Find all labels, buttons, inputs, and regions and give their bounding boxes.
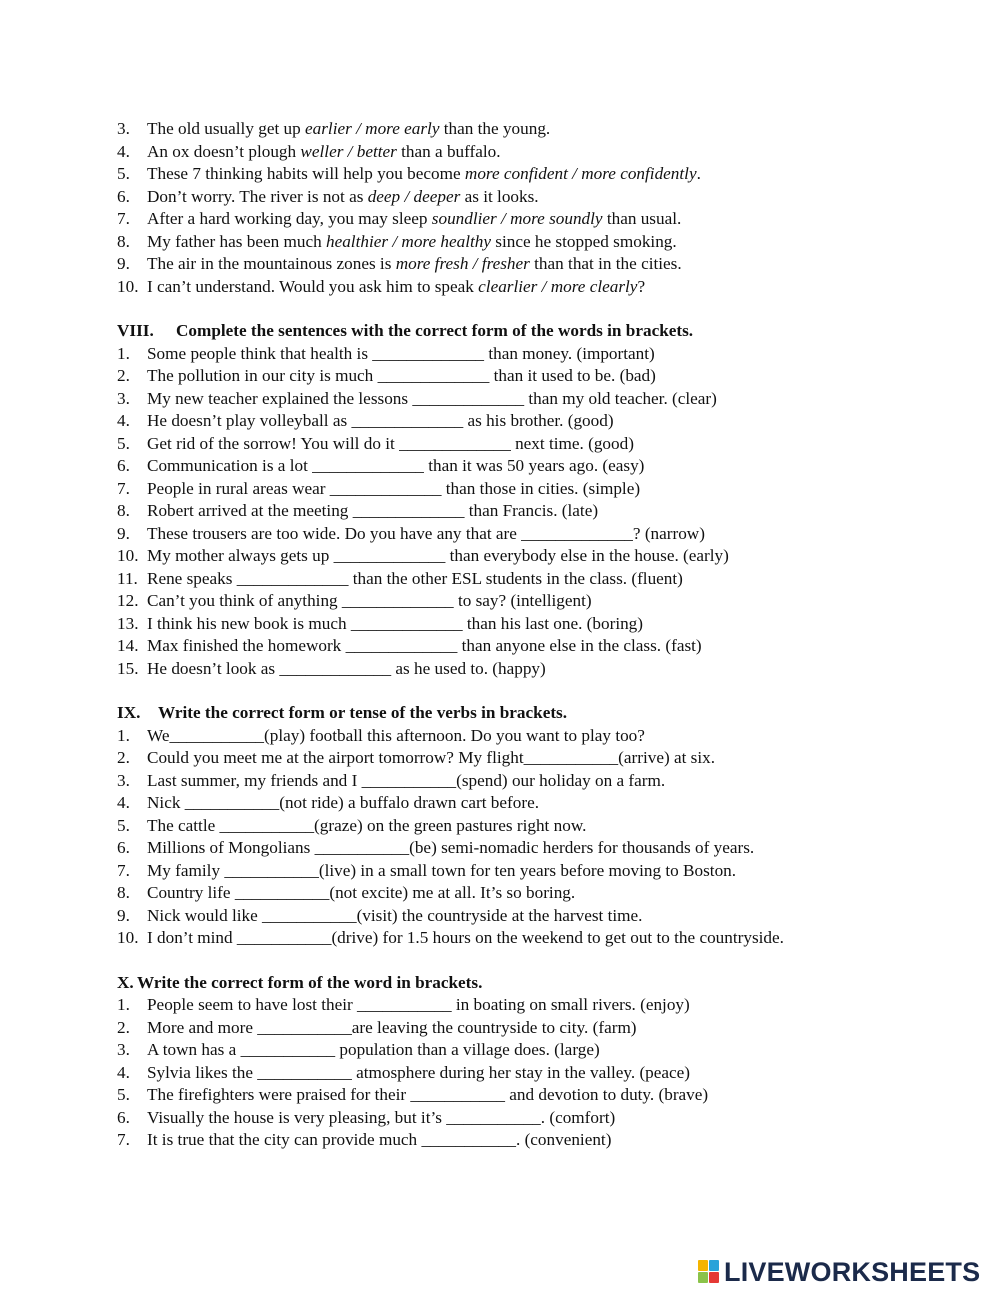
list-item bbox=[0, 1017, 1000, 1040]
item-text: The pollution in our city is much _____________ than it used to be. (bad) bbox=[147, 366, 656, 385]
item-number: 7. bbox=[117, 478, 130, 498]
list-item bbox=[0, 186, 1000, 209]
item-text: Nick ___________(not ride) a buffalo drawn cart before. bbox=[147, 793, 539, 812]
item-text: A town has a ___________ population than a village does. (large) bbox=[147, 1040, 600, 1059]
item-text: Communication is a lot _____________ than it was 50 years ago. (easy) bbox=[147, 456, 645, 475]
item-number: 14. bbox=[117, 636, 139, 655]
item-text: Max finished the homework _____________ than anyone else in the class. (fast) bbox=[147, 636, 702, 655]
item-text: I don’t mind ___________(drive) for 1.5 hours on the weekend to get out to the countryside. bbox=[147, 928, 784, 947]
item-number: 6. bbox=[117, 1107, 130, 1127]
item-text: Some people think that health is _____________ than money. (important) bbox=[147, 343, 655, 363]
list-item bbox=[0, 141, 1000, 164]
item-text: An ox doesn’t plough weller / better than a buffalo. bbox=[147, 141, 501, 161]
item-text: Millions of Mongolians ___________(be) semi-nomadic herders for thousands of years. bbox=[147, 838, 755, 857]
item-number: 2. bbox=[117, 748, 130, 767]
worksheet-page bbox=[0, 118, 1000, 1152]
item-text: My new teacher explained the lessons _____________ than my old teacher. (clear) bbox=[147, 388, 717, 408]
spacer bbox=[0, 950, 1000, 972]
list-item bbox=[0, 388, 1000, 411]
item-number: 8. bbox=[117, 501, 130, 520]
item-number: 4. bbox=[117, 793, 130, 812]
list-item bbox=[0, 792, 1000, 815]
section-title: Write the correct form or tense of the verbs in brackets. bbox=[158, 703, 568, 722]
item-text: Country life ___________(not excite) me at all. It’s so boring. bbox=[147, 883, 576, 902]
list-item bbox=[0, 163, 1000, 186]
item-text: After a hard working day, you may sleep soundlier / more soundly than usual. bbox=[147, 209, 682, 228]
list-item bbox=[0, 658, 1000, 681]
list-item bbox=[0, 455, 1000, 478]
item-text: I think his new book is much _____________ than his last one. (boring) bbox=[147, 613, 644, 633]
logo-block bbox=[698, 1260, 708, 1271]
item-text: My mother always gets up _____________ than everybody else in the house. (early) bbox=[147, 546, 729, 565]
list-item bbox=[0, 433, 1000, 456]
item-text: These trousers are too wide. Do you have any that are _____________? (narrow) bbox=[147, 523, 705, 543]
item-number: 9. bbox=[117, 523, 130, 543]
item-text: These 7 thinking habits will help you become more confident / more confidently. bbox=[147, 164, 701, 183]
item-number: 13. bbox=[117, 613, 139, 633]
item-number: 1. bbox=[117, 725, 130, 745]
section-title: Complete the sentences with the correct form of the words in brackets. bbox=[176, 321, 694, 340]
item-text: People in rural areas wear _____________ than those in cities. (simple) bbox=[147, 478, 641, 498]
item-number: 3. bbox=[117, 119, 130, 138]
item-number: 1. bbox=[117, 343, 130, 363]
liveworksheets-logo bbox=[698, 1257, 980, 1287]
list-item bbox=[0, 905, 1000, 928]
item-number: 8. bbox=[117, 883, 130, 902]
item-number: 4. bbox=[117, 141, 130, 161]
item-text: Sylvia likes the ___________ atmosphere during her stay in the valley. (peace) bbox=[147, 1062, 691, 1082]
list-item bbox=[0, 1039, 1000, 1062]
item-text: Visually the house is very pleasing, but it’s ___________. (comfort) bbox=[147, 1107, 616, 1127]
item-text: It is true that the city can provide much ___________. (convenient) bbox=[147, 1130, 612, 1149]
list-item bbox=[0, 276, 1000, 299]
item-number: 9. bbox=[117, 254, 130, 273]
item-number: 6. bbox=[117, 186, 130, 206]
item-number: 3. bbox=[117, 388, 130, 408]
item-text: Rene speaks _____________ than the other ESL students in the class. (fluent) bbox=[147, 568, 683, 588]
item-number: 5. bbox=[117, 1085, 130, 1104]
item-number: 7. bbox=[117, 209, 130, 228]
list-item bbox=[0, 1084, 1000, 1107]
item-number: 4. bbox=[117, 411, 130, 430]
item-text: Nick would like ___________(visit) the countryside at the harvest time. bbox=[147, 905, 643, 925]
list-item bbox=[0, 208, 1000, 231]
list-item bbox=[0, 365, 1000, 388]
part-vii-list bbox=[0, 118, 1000, 298]
item-number: 10. bbox=[117, 276, 139, 296]
item-text: Could you meet me at the airport tomorrow? My flight___________(arrive) at six. bbox=[147, 748, 716, 767]
item-text: People seem to have lost their ___________ in boating on small rivers. (enjoy) bbox=[147, 995, 690, 1014]
section-number: VIII. bbox=[117, 321, 154, 340]
item-text: Last summer, my friends and I ___________(spend) our holiday on a farm. bbox=[147, 770, 666, 790]
item-text: The cattle ___________(graze) on the green pastures right now. bbox=[147, 815, 587, 835]
item-number: 5. bbox=[117, 164, 130, 183]
item-number: 7. bbox=[117, 1130, 130, 1149]
section-ix-list bbox=[0, 725, 1000, 950]
item-number: 9. bbox=[117, 905, 130, 925]
item-number: 10. bbox=[117, 546, 139, 565]
list-item bbox=[0, 523, 1000, 546]
item-text: Don’t worry. The river is not as deep / deeper as it looks. bbox=[147, 186, 539, 206]
list-item bbox=[0, 590, 1000, 613]
section-x-list bbox=[0, 994, 1000, 1152]
item-number: 10. bbox=[117, 928, 139, 947]
item-text: I can’t understand. Would you ask him to speak clearlier / more clearly? bbox=[147, 276, 646, 296]
list-item bbox=[0, 253, 1000, 276]
item-number: 2. bbox=[117, 1017, 130, 1037]
item-number: 6. bbox=[117, 838, 130, 857]
item-number: 6. bbox=[117, 456, 130, 475]
list-item bbox=[0, 837, 1000, 860]
item-number: 5. bbox=[117, 433, 130, 453]
item-text: Robert arrived at the meeting _____________ than Francis. (late) bbox=[147, 501, 599, 520]
item-number: 12. bbox=[117, 591, 139, 610]
list-item bbox=[0, 545, 1000, 568]
section-x-heading bbox=[0, 972, 1000, 995]
list-item bbox=[0, 343, 1000, 366]
logo-block bbox=[698, 1272, 708, 1283]
list-item bbox=[0, 478, 1000, 501]
item-text: The old usually get up earlier / more early than the young. bbox=[147, 119, 551, 138]
list-item bbox=[0, 568, 1000, 591]
logo-blocks-icon bbox=[698, 1260, 720, 1284]
list-item bbox=[0, 815, 1000, 838]
item-text: Get rid of the sorrow! You will do it _____________ next time. (good) bbox=[147, 433, 634, 453]
list-item bbox=[0, 500, 1000, 523]
item-number: 1. bbox=[117, 995, 130, 1014]
list-item bbox=[0, 927, 1000, 950]
spacer bbox=[0, 298, 1000, 320]
list-item bbox=[0, 613, 1000, 636]
list-item bbox=[0, 1107, 1000, 1130]
item-number: 3. bbox=[117, 770, 130, 790]
section-number: IX. bbox=[117, 703, 141, 722]
item-number: 4. bbox=[117, 1062, 130, 1082]
item-text: We___________(play) football this afternoon. Do you want to play too? bbox=[147, 725, 645, 745]
item-text: More and more ___________are leaving the countryside to city. (farm) bbox=[147, 1017, 637, 1037]
item-text: The firefighters were praised for their ___________ and devotion to duty. (brave) bbox=[147, 1085, 709, 1104]
item-text: My family ___________(live) in a small town for ten years before moving to Boston. bbox=[147, 860, 737, 880]
list-item bbox=[0, 1062, 1000, 1085]
section-viii-heading bbox=[0, 320, 1000, 343]
item-text: He doesn’t look as _____________ as he used to. (happy) bbox=[147, 658, 546, 678]
list-item bbox=[0, 1129, 1000, 1152]
list-item bbox=[0, 882, 1000, 905]
section-ix-heading bbox=[0, 702, 1000, 725]
section-title: Write the correct form of the word in brackets. bbox=[137, 972, 483, 992]
item-number: 7. bbox=[117, 860, 130, 880]
logo-text: LIVEWORKSHEETS bbox=[724, 1256, 981, 1287]
item-number: 8. bbox=[117, 231, 130, 251]
list-item bbox=[0, 118, 1000, 141]
list-item bbox=[0, 770, 1000, 793]
item-number: 3. bbox=[117, 1040, 130, 1059]
item-text: He doesn’t play volleyball as _____________ as his brother. (good) bbox=[147, 411, 614, 430]
list-item bbox=[0, 860, 1000, 883]
item-number: 11. bbox=[117, 568, 138, 588]
list-item bbox=[0, 725, 1000, 748]
item-number: 5. bbox=[117, 815, 130, 835]
list-item bbox=[0, 635, 1000, 658]
item-text: The air in the mountainous zones is more fresh / fresher than that in the cities. bbox=[147, 254, 682, 273]
list-item bbox=[0, 747, 1000, 770]
section-viii-list bbox=[0, 343, 1000, 681]
list-item bbox=[0, 994, 1000, 1017]
list-item bbox=[0, 231, 1000, 254]
item-number: 15. bbox=[117, 658, 139, 678]
list-item bbox=[0, 410, 1000, 433]
item-number: 2. bbox=[117, 366, 130, 385]
section-number: X. bbox=[117, 972, 134, 992]
logo-block bbox=[709, 1260, 719, 1271]
item-text: Can’t you think of anything _____________ to say? (intelligent) bbox=[147, 591, 592, 610]
item-text: My father has been much healthier / more healthy since he stopped smoking. bbox=[147, 231, 677, 251]
logo-block bbox=[709, 1272, 719, 1283]
spacer bbox=[0, 680, 1000, 702]
